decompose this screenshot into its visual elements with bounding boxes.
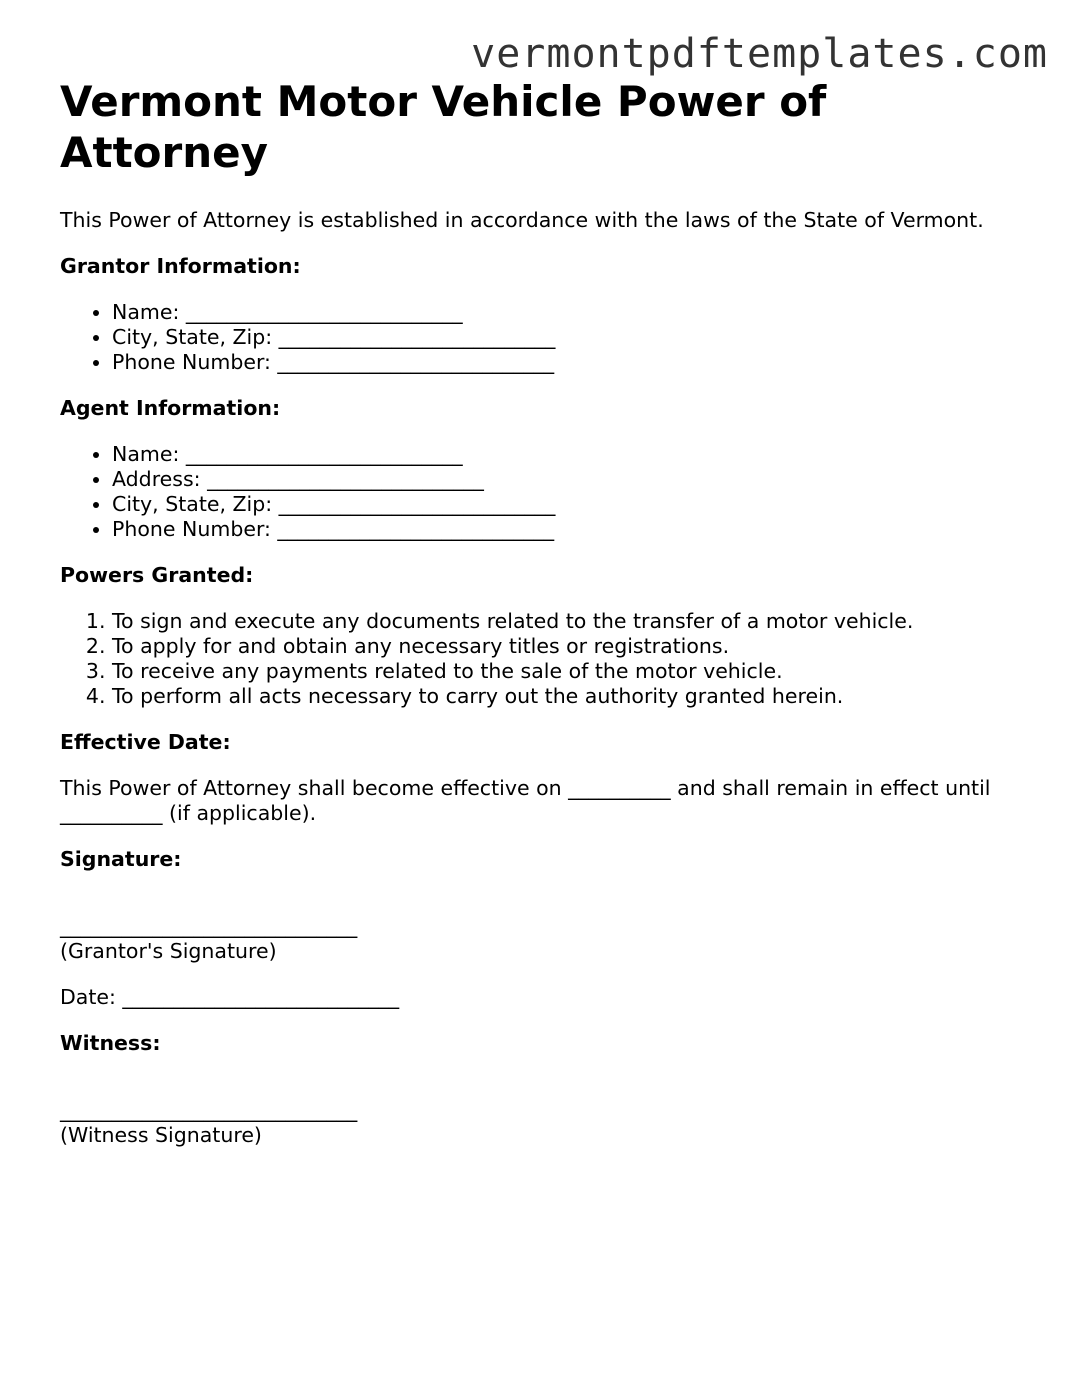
grantor-list xyxy=(60,300,1040,375)
intro-paragraph: This Power of Attorney is established in accordance with the laws of the State of Vermont. xyxy=(60,208,984,232)
grantor-signature-caption: (Grantor's Signature) xyxy=(60,939,277,963)
powers-list xyxy=(60,609,1040,709)
grantor-heading: Grantor Information: xyxy=(60,254,301,278)
power-item: 4. To perform all acts necessary to carry out the authority granted herein. xyxy=(112,684,1040,709)
agent-city-state-zip-field: • City, State, Zip: ___________________________ xyxy=(112,492,1040,517)
document-title: Vermont Motor Vehicle Power of Attorney xyxy=(60,77,827,177)
agent-heading: Agent Information: xyxy=(60,396,281,420)
power-item: 1. To sign and execute any documents related to the transfer of a motor vehicle. xyxy=(112,609,1040,634)
document-body xyxy=(60,76,1040,1169)
grantor-name-field: • Name: ___________________________ xyxy=(112,300,1040,325)
effective-date-heading: Effective Date: xyxy=(60,730,231,754)
agent-phone-field: • Phone Number: ___________________________ xyxy=(112,517,1040,542)
power-item: 2. To apply for and obtain any necessary titles or registrations. xyxy=(112,634,1040,659)
effective-date-text: This Power of Attorney shall become effective on __________ and shall remain in effect until __________ (if applicable). xyxy=(60,776,991,825)
signature-date-field: Date: ___________________________ xyxy=(60,985,400,1009)
grantor-signature-line: _____________________________ xyxy=(60,914,358,938)
grantor-city-state-zip-field: • City, State, Zip: ___________________________ xyxy=(112,325,1040,350)
powers-heading: Powers Granted: xyxy=(60,563,254,587)
agent-name-field: • Name: ___________________________ xyxy=(112,442,1040,467)
witness-heading: Witness: xyxy=(60,1031,161,1055)
grantor-phone-field: • Phone Number: ___________________________ xyxy=(112,350,1040,375)
witness-signature-block xyxy=(60,1077,1040,1148)
watermark: vermontpdftemplates.com xyxy=(471,31,1048,77)
agent-address-field: • Address: ___________________________ xyxy=(112,467,1040,492)
agent-list xyxy=(60,442,1040,542)
witness-signature-line: _____________________________ xyxy=(60,1098,358,1122)
witness-signature-caption: (Witness Signature) xyxy=(60,1123,262,1147)
power-item: 3. To receive any payments related to the sale of the motor vehicle. xyxy=(112,659,1040,684)
grantor-signature-block xyxy=(60,893,1040,964)
signature-heading: Signature: xyxy=(60,847,182,871)
